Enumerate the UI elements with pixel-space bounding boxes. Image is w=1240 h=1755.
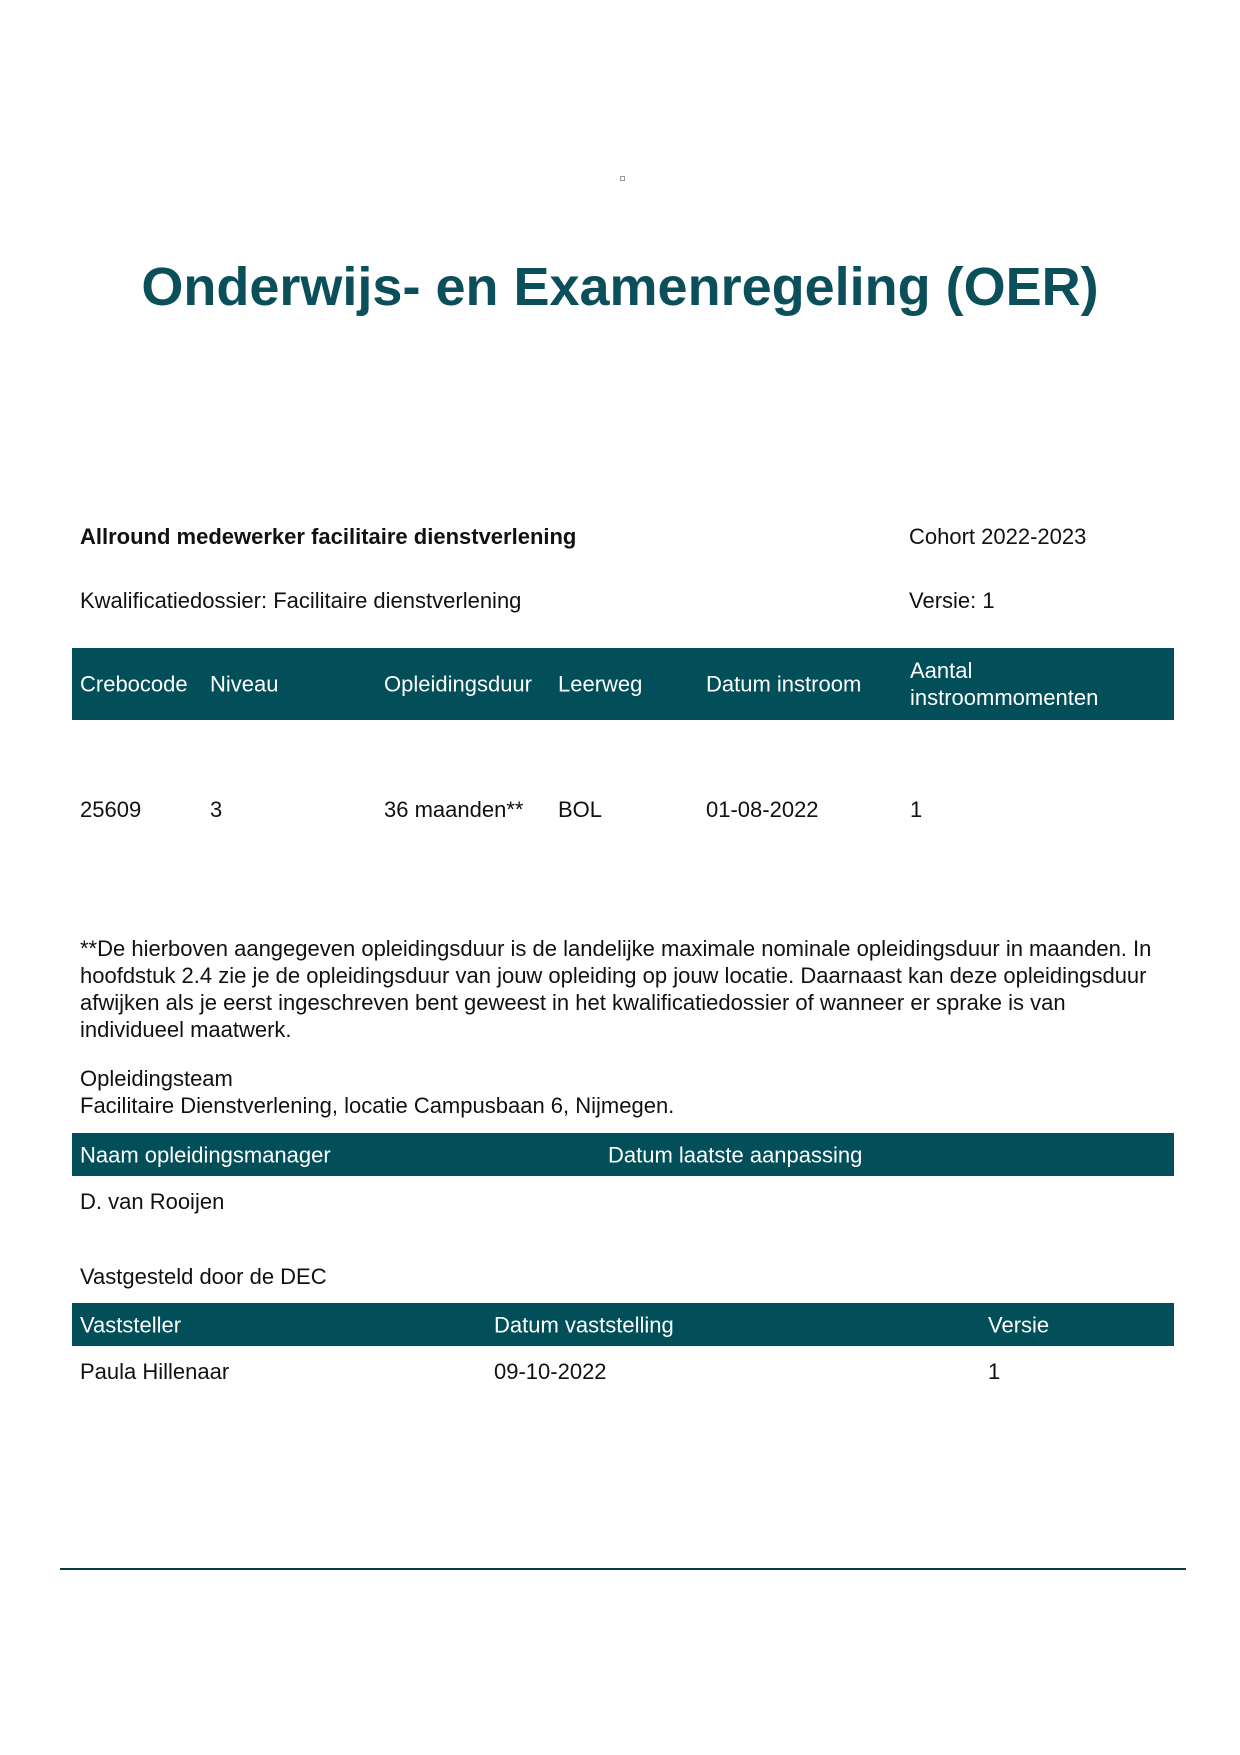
header-aantal-instroommomenten: Aantal instroommomenten — [910, 658, 1099, 710]
cell-leerweg: BOL — [558, 797, 603, 822]
header-datum-instroom: Datum instroom — [706, 671, 862, 697]
header-versie: Versie — [988, 1312, 1050, 1337]
cell-niveau: 3 — [210, 797, 223, 822]
footnote: **De hierboven aangegeven opleidingsduur is de landelijke maximale nominale opleidingsduur in maanden. In hoofdstuk 2.4 zie je de opleidingsduur van jouw opleiding op jouw locatie. Daarnaast kan deze opleidingsduur afwijken als je eerst ingeschreven bent geweest in het kwalificatiedossier of wanneer er sprake is van individueel maatwerk. — [80, 936, 1152, 1042]
qualification-file: Kwalificatiedossier: Facilitaire dienstverlening — [80, 588, 522, 613]
cell-crebocode: 25609 — [80, 797, 142, 822]
cell-datum-vaststelling: 09-10-2022 — [494, 1359, 607, 1384]
cell-vaststeller: Paula Hillenaar — [80, 1359, 230, 1384]
page-title: Onderwijs- en Examenregeling (OER) — [141, 257, 1099, 317]
version-label: Versie: 1 — [909, 588, 995, 613]
page-marker-icon — [620, 176, 625, 181]
program-table-header — [72, 648, 1174, 720]
established-table-header — [72, 1303, 1174, 1346]
established-label: Vastgesteld door de DEC — [80, 1264, 327, 1289]
header-niveau: Niveau — [210, 671, 279, 697]
cohort-label: Cohort 2022-2023 — [909, 524, 1087, 549]
header-crebocode: Crebocode — [80, 671, 188, 697]
program-name: Allround medewerker facilitaire dienstverlening — [80, 524, 577, 549]
cell-opleidingsduur: 36 maanden** — [384, 797, 524, 822]
team-label: Opleidingsteam — [80, 1066, 233, 1091]
team-detail: Facilitaire Dienstverlening, locatie Campusbaan 6, Nijmegen. — [80, 1093, 675, 1118]
header-opleidingsduur: Opleidingsduur — [384, 671, 532, 697]
header-leerweg: Leerweg — [558, 671, 643, 697]
cell-manager-name: D. van Rooijen — [80, 1189, 225, 1214]
footer-divider — [60, 1568, 1186, 1570]
cell-versie: 1 — [988, 1359, 1001, 1384]
header-datum-laatste-aanpassing: Datum laatste aanpassing — [608, 1142, 863, 1167]
cell-datum-instroom: 01-08-2022 — [706, 797, 819, 822]
header-naam-opleidingsmanager: Naam opleidingsmanager — [80, 1142, 331, 1167]
header-datum-vaststelling: Datum vaststelling — [494, 1312, 674, 1337]
header-vaststeller: Vaststeller — [80, 1312, 182, 1337]
manager-table-header — [72, 1133, 1174, 1176]
cell-aantal-instroommomenten: 1 — [910, 797, 923, 822]
